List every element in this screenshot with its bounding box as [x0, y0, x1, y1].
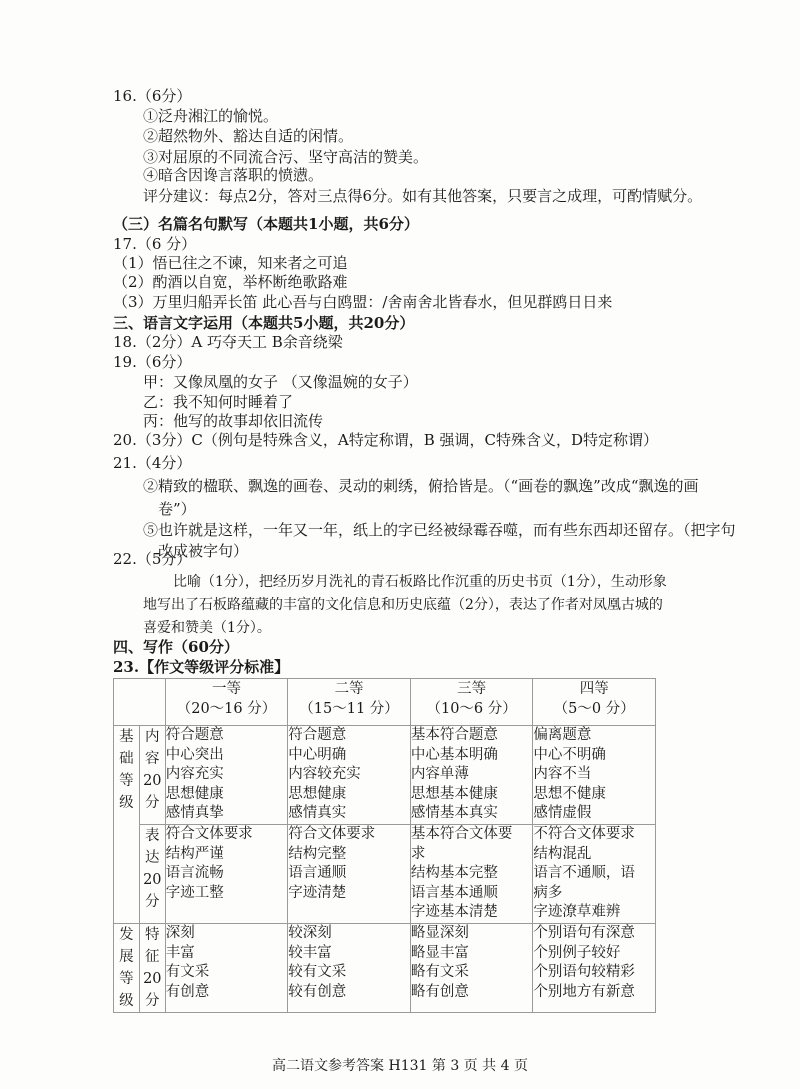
expression-grade-2: 符合文体要求 结构完整 语言通顺 字迹清楚	[288, 824, 411, 923]
development-level-label: 发 展 等 级	[114, 923, 140, 1012]
feature-grade-3: 略显深刻 略显丰富 略有文采 略有创意	[410, 923, 533, 1012]
grading-table-header-row	[114, 679, 656, 726]
q22-line3: 喜爱和赞美（1分）。	[143, 620, 271, 636]
page-footer: 高二语文参考答案 H131 第 3 页 共 4 页	[272, 1058, 528, 1074]
grade-4-header	[533, 679, 656, 726]
expression-row	[114, 824, 656, 923]
grade-1-header	[165, 679, 288, 726]
section4-title: 四、写作（60分）	[113, 638, 239, 656]
q22-line2: 地写出了石板路蕴藏的丰富的文化信息和历史底蕴（2分），表达了作者对凤凰古城的	[143, 597, 663, 613]
q16-item-1: ①泛舟湘江的愉悦。	[143, 107, 279, 125]
grade-2-name: 二等	[334, 681, 364, 697]
q17-item-2: （2）酌酒以自宽，举杯断绝歌路难	[113, 273, 348, 291]
q19-item-b: 乙：我不知何时睡着了	[143, 393, 294, 411]
grade-3-name: 三等	[457, 681, 487, 697]
content-grade-4: 偏离题意 中心不明确 内容不当 思想不健康 感情虚假	[533, 726, 656, 825]
q21-item2-line2: 卷”）	[158, 500, 196, 518]
q17-header: 17.（6 分）	[113, 235, 197, 253]
q16-item-2: ②超然物外、豁达自适的闲情。	[143, 127, 354, 145]
q19-header: 19.（6分）	[113, 353, 192, 371]
q16-header: 16.（6分）	[113, 87, 192, 105]
q19-item-c: 丙：他写的故事却依旧流传	[143, 412, 324, 430]
content-grade-1: 符合题意 中心突出 内容充实 思想健康 感情真挚	[165, 726, 288, 825]
q17-item-1: （1）悟已往之不谏，知来者之可追	[113, 254, 348, 272]
feature-row	[114, 923, 656, 1012]
expression-grade-4: 不符合文体要求 结构混乱 语言不通顺，语 病多 字迹潦草难辨	[533, 824, 656, 923]
q16-item-3: ③对屈原的不同流合污、坚守高洁的赞美。	[143, 148, 429, 166]
q16-item-4: ④暗含因谗言落职的愤懑。	[143, 166, 324, 184]
basic-level-label: 基 础 等 级	[114, 726, 140, 924]
grade-2-range: （15～11 分）	[299, 701, 399, 717]
q19-item-a: 甲：又像凤凰的女子 （又像温婉的女子）	[143, 373, 418, 391]
q21-item2-line1: ②精致的楹联、飘逸的画卷、灵动的刺绣，俯拾皆是。（“画卷的飘逸”改成“飘逸的画	[143, 477, 699, 495]
expression-label: 表 达 20 分	[139, 824, 165, 923]
grade-1-name: 一等	[212, 681, 241, 697]
corner-cell	[114, 679, 166, 726]
feature-grade-1: 深刻 丰富 有文采 有创意	[165, 923, 288, 1012]
content-label: 内 容 20 分	[139, 726, 165, 825]
grade-4-range: （5～0 分）	[553, 701, 635, 717]
section3-title: （三）名篇名句默写（本题共1小题，共6分）	[113, 215, 419, 233]
feature-label: 特 征 20 分	[139, 923, 165, 1012]
section-lang-title: 三、语言文字运用（本题共5小题，共20分）	[113, 314, 415, 332]
grade-2-header	[288, 679, 411, 726]
grade-3-range: （10～6 分）	[426, 701, 517, 717]
grade-4-name: 四等	[579, 681, 609, 697]
expression-grade-1: 符合文体要求 结构严谨 语言流畅 字迹工整	[165, 824, 288, 923]
q20-answer: 20.（3分）C（例句是特殊含义，A特定称谓，B 强调，C特殊含义，D特定称谓）	[113, 431, 659, 449]
feature-grade-4: 个别语句有深意 个别例子较好 个别语句较精彩 个别地方有新意	[533, 923, 656, 1012]
q21-item5-line2-visible: 改成被字句）	[158, 542, 249, 560]
grading-table	[113, 678, 656, 1013]
content-grade-3: 基本符合题意 中心基本明确 内容单薄 思想基本健康 感情基本真实	[410, 726, 533, 825]
q21-item5-line1: ⑤也许就是这样，一年又一年，纸上的字已经被绿霉吞噬，而有些东西却还留存。（把字句	[143, 521, 736, 539]
q23-title: 23.【作文等级评分标准】	[113, 658, 290, 676]
q16-advice: 评分建议：每点2分，答对三点得6分。如有其他答案，只要言之成理，可酌情赋分。	[143, 187, 703, 205]
content-row	[114, 726, 656, 825]
expression-grade-3: 基本符合文体要 求 结构基本完整 语言基本通顺 字迹基本清楚	[410, 824, 533, 923]
q22-line1: 比喻（1分），把经历岁月洗礼的青石板路比作沉重的历史书页（1分），生动形象	[173, 574, 667, 590]
content-grade-2: 符合题意 中心明确 内容较充实 思想健康 感情真实	[288, 726, 411, 825]
q21-header: 21.（4分）	[113, 454, 192, 472]
feature-grade-2: 较深刻 较丰富 较有文采 较有创意	[288, 923, 411, 1012]
q22-header: 22.（5分）	[113, 550, 192, 568]
grade-1-range: （20～16 分）	[176, 701, 277, 717]
grade-3-header	[410, 679, 533, 726]
q17-item-3: （3）万里归船弄长笛 此心吾与白鸥盟：/舍南舍北皆春水，但见群鸥日日来	[113, 293, 613, 311]
q18-answer: 18.（2分）A 巧夺天工 B余音绕梁	[113, 333, 343, 351]
